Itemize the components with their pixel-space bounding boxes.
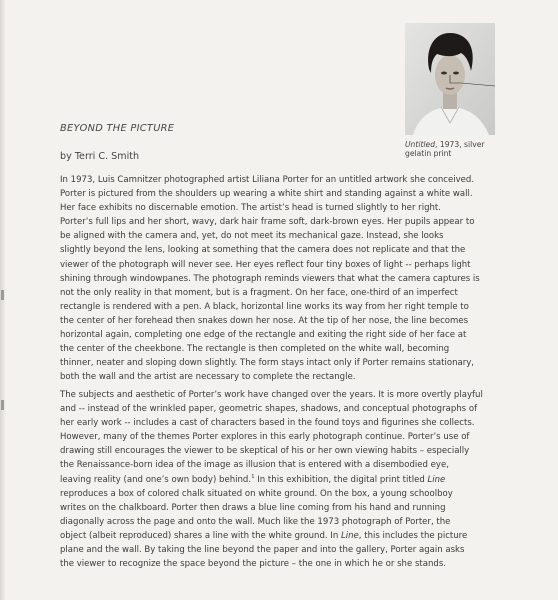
text-line: shining through windowpanes. The photograph reminds viewers that what the camera captures is xyxy=(60,273,480,284)
text-line: thinner, neater and sloping down slightly. The form stays intact only if Porter remains stationary, xyxy=(60,358,475,369)
binding-mark xyxy=(1,400,4,410)
text-line: reproduces a box of colored chalk situated on white ground. On the box, a young schoolboy xyxy=(60,488,453,499)
photo-caption: Untitled, 1973, silver gelatin print xyxy=(405,140,485,158)
page-edge xyxy=(0,0,6,600)
text-line: rectangle is rendered with a pen. A black, horizontal line works its way from her right temple to xyxy=(60,301,469,312)
text-line: her early work -- includes a cast of characters based in the found toys and figurines she collects. xyxy=(60,418,475,429)
paragraph-1 xyxy=(60,173,530,384)
text-line: leaving reality (and one’s own body) behind.$^1$ In this exhibition, the digital print titled Line xyxy=(60,473,446,485)
byline: by Terri C. Smith xyxy=(60,151,140,162)
text-line: the center of her forehead then snakes down her nose. At the tip of her nose, the line becomes xyxy=(60,315,469,326)
text-line: Porter is pictured from the shoulders up wearing a white shirt and standing against a white wall. xyxy=(60,189,473,200)
portrait-photo xyxy=(405,23,495,135)
text-line: drawing still encourages the viewer to be skeptical of his or her own viewing habits – especially xyxy=(60,446,470,457)
text-line: Her face exhibits no discernable emotion. The artist’s head is turned slightly to her right. xyxy=(60,203,441,214)
text-line: object (albeit reproduced) shares a line with the white ground. In Line, this includes the picture xyxy=(60,530,468,541)
article-title: BEYOND THE PICTURE xyxy=(60,123,175,134)
text-line: the Renaissance-born idea of the image as illusion that is entered with a disembodied eye, xyxy=(60,460,449,471)
text-line: horizontal again, completing one edge of the rectangle and exiting the right side of her face at xyxy=(60,330,467,341)
text-line: diagonally across the page and onto the wall. Much like the 1973 photograph of Porter, the xyxy=(60,516,451,527)
text-line: However, many of the themes Porter explores in this early photograph continue. Porter’s use of xyxy=(60,432,470,443)
text-line: both the wall and the artist are necessary to complete the rectangle. xyxy=(60,372,356,383)
binding-mark xyxy=(1,290,4,300)
text-line: the center of the cheekbone. The rectangle is then completed on the white wall, becoming xyxy=(60,344,450,355)
text-line: not the only reality in that moment, but is a fragment. On her face, one-third of an imperfect xyxy=(60,287,458,298)
text-line: In 1973, Luis Camnitzer photographed artist Liliana Porter for an untitled artwork she conceived. xyxy=(60,175,475,185)
text-line: be aligned with the camera and, yet, do not meet its mechanical gaze. Instead, she looks xyxy=(60,231,444,242)
text-line: writes on the chalkboard. Porter then draws a blue line coming from his hand and running xyxy=(60,502,446,513)
text-line: slightly beyond the lens, looking at something that the camera does not replicate and that the xyxy=(60,245,466,256)
text-line: plane and the wall. By taking the line beyond the paper and into the gallery, Porter again asks xyxy=(60,545,465,556)
text-line: the viewer to recognize the space beyond the picture – the one in which he or she stands. xyxy=(60,559,447,570)
paragraph-2 xyxy=(60,388,530,571)
text-line: and -- instead of the wrinkled paper, geometric shapes, shadows, and conceptual photographs of xyxy=(60,404,478,415)
footnote-marker: 1 xyxy=(251,473,255,480)
text-line: viewer of the photograph will never see. Her eyes reflect four tiny boxes of light -- perhaps light xyxy=(60,259,471,270)
text-line: The subjects and aesthetic of Porter’s work have changed over the years. It is more overtly playful xyxy=(60,390,483,400)
text-line: Porter’s full lips and her short, wavy, dark hair frame soft, dark-brown eyes. Her pupils appear to xyxy=(60,217,475,228)
